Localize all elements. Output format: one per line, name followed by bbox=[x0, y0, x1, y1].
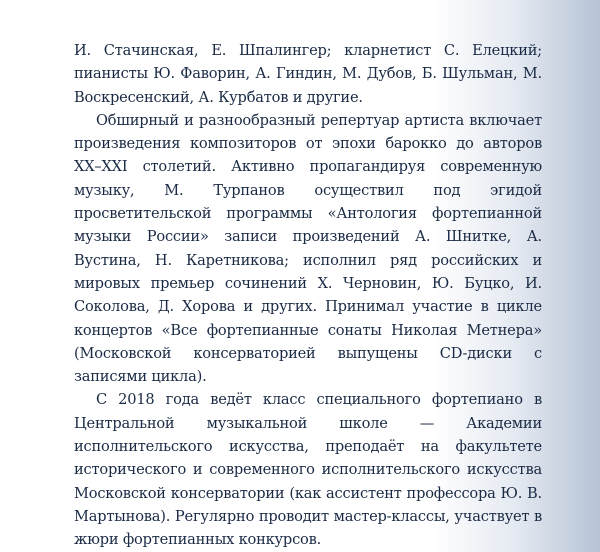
paragraph-continuation: И. Стачинская, Е. Шпалингер; кларнетист С. Елецкий; пианисты Ю. Фаворин, А. Гиндин, М. Дубов, Б. Шульман, М. Воскресенский, А. Курбатов и другие. bbox=[74, 42, 542, 106]
document-text-block bbox=[74, 39, 542, 552]
paragraph-teaching: С 2018 года ведёт класс специального фортепиано в Центральной музыкальной школе — Академии исполнительского искусства, преподаёт на факультете исторического и современного исполнительского искусства Московской консерватории (как ассистент профессора Ю. В. Мартынова). Регулярно проводит мастер-классы, участвует в жюри фортепианных конкурсов. bbox=[74, 391, 542, 549]
paragraph-repertoire: Обширный и разнообразный репертуар артиста включает произведения композиторов от эпохи барокко до авторов XX–XXI столетий. Активно пропагандируя современную музыку, М. Турпанов осуществил под эгидой просветительской программы «Антология фортепианной музыки России» записи произведений А. Шнитке, А. Вустина, Н. Каретникова; исполнил ряд российских и мировых премьер сочинений Х. Черновин, Ю. Буцко, И. Соколова, Д. Хорова и других. Принимал участие в цикле концертов «Все фортепианные сонаты Николая Метнера» (Московской консерваторией выпущены CD-диски с записями цикла). bbox=[74, 111, 542, 386]
